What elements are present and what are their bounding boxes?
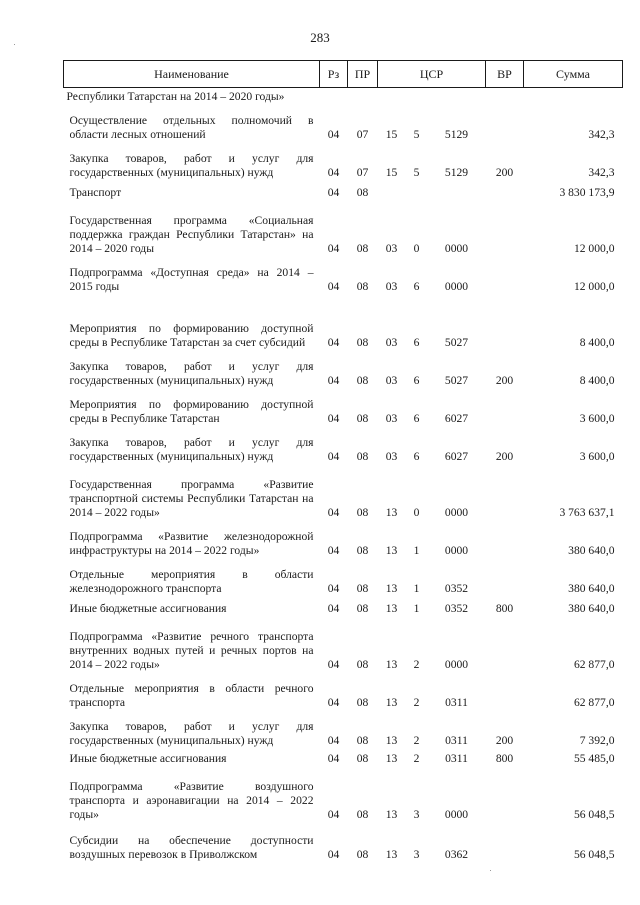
row-rz: 04 bbox=[327, 581, 340, 595]
row-rz: 04 bbox=[327, 335, 340, 349]
row-pr: 08 bbox=[356, 505, 369, 519]
row-c3: 0362 bbox=[444, 847, 469, 861]
row-c2 bbox=[406, 88, 428, 104]
row-sum bbox=[524, 88, 623, 104]
table-row bbox=[64, 388, 623, 426]
row-sum: 342,3 bbox=[588, 127, 615, 141]
table-row bbox=[64, 748, 623, 766]
row-c2: 2 bbox=[413, 751, 420, 765]
table-row bbox=[64, 558, 623, 596]
row-rz: 04 bbox=[327, 373, 340, 387]
row-c2: 2 bbox=[413, 695, 420, 709]
row-vr bbox=[486, 88, 524, 104]
row-sum: 7 392,0 bbox=[579, 733, 615, 747]
row-name: Закупка товаров, работ и услуг для государственных (муниципальных) нужд bbox=[69, 359, 314, 387]
table-row bbox=[64, 616, 623, 672]
row-c1: 03 bbox=[385, 411, 398, 425]
row-sum: 56 048,5 bbox=[573, 807, 615, 821]
row-name: Мероприятия по формированию доступной среды в Республике Татарстан за счет субсидий bbox=[69, 321, 314, 349]
row-c3: 0000 bbox=[444, 657, 469, 671]
row-c3: 0000 bbox=[444, 807, 469, 821]
table-row bbox=[64, 180, 623, 200]
row-vr bbox=[486, 294, 524, 350]
row-c1: 13 bbox=[385, 807, 398, 821]
row-sum: 3 600,0 bbox=[579, 411, 615, 425]
row-vr bbox=[486, 822, 524, 862]
row-rz: 04 bbox=[327, 733, 340, 747]
row-c2: 6 bbox=[413, 373, 420, 387]
row-c3: 0352 bbox=[444, 581, 469, 595]
row-c3: 0000 bbox=[444, 543, 469, 557]
row-pr: 08 bbox=[356, 807, 369, 821]
row-name: Подпрограмма «Развитие железнодорожной инфраструктуры на 2014 – 2022 годы» bbox=[69, 529, 314, 557]
row-name: Государственная программа «Развитие транспортной системы Республики Татарстан на 2014 – 2022 годы» bbox=[69, 477, 314, 519]
row-sum: 3 600,0 bbox=[579, 449, 615, 463]
header-csr: ЦСР bbox=[378, 61, 486, 88]
row-name: Отдельные мероприятия в области железнодорожного транспорта bbox=[69, 567, 314, 595]
row-name: Подпрограмма «Развитие воздушного транспорта и аэронавигации на 2014 – 2022 годы» bbox=[69, 779, 314, 821]
row-rz: 04 bbox=[327, 807, 340, 821]
row-sum: 12 000,0 bbox=[573, 279, 615, 293]
row-c1: 13 bbox=[385, 601, 398, 615]
row-sum: 62 877,0 bbox=[573, 657, 615, 671]
row-c1: 13 bbox=[385, 695, 398, 709]
row-c2: 6 bbox=[413, 335, 420, 349]
row-c3: 5129 bbox=[444, 127, 469, 141]
row-vr: 200 bbox=[495, 449, 514, 463]
row-c2: 0 bbox=[413, 505, 420, 519]
row-name: Иные бюджетные ассигнования bbox=[69, 751, 227, 765]
row-rz: 04 bbox=[327, 695, 340, 709]
table-row bbox=[64, 426, 623, 464]
row-c2: 1 bbox=[413, 543, 420, 557]
row-c2: 6 bbox=[413, 411, 420, 425]
table-row bbox=[64, 766, 623, 822]
row-vr bbox=[486, 616, 524, 672]
header-vr: ВР bbox=[486, 61, 524, 88]
row-name: Иные бюджетные ассигнования bbox=[69, 601, 227, 615]
row-c1: 03 bbox=[385, 279, 398, 293]
row-vr bbox=[486, 558, 524, 596]
row-vr bbox=[486, 520, 524, 558]
row-vr: 800 bbox=[495, 601, 514, 615]
row-name: Осуществление отдельных полномочий в области лесных отношений bbox=[69, 113, 314, 141]
row-c1: 13 bbox=[385, 847, 398, 861]
row-name: Закупка товаров, работ и услуг для государственных (муниципальных) нужд bbox=[69, 719, 314, 747]
row-pr: 08 bbox=[356, 847, 369, 861]
row-sum: 380 640,0 bbox=[568, 543, 615, 557]
header-rz: Рз bbox=[320, 61, 348, 88]
row-rz: 04 bbox=[327, 241, 340, 255]
row-c1: 03 bbox=[385, 373, 398, 387]
row-vr bbox=[486, 256, 524, 294]
row-c3 bbox=[428, 180, 486, 200]
row-c3 bbox=[428, 88, 486, 104]
row-vr bbox=[486, 388, 524, 426]
row-name: Мероприятия по формированию доступной среды в Республике Татарстан bbox=[69, 397, 314, 425]
row-c1: 13 bbox=[385, 657, 398, 671]
row-c3: 5129 bbox=[444, 165, 469, 179]
row-c1 bbox=[378, 88, 406, 104]
row-c2: 3 bbox=[413, 807, 420, 821]
row-pr: 07 bbox=[356, 127, 369, 141]
table-row bbox=[64, 596, 623, 616]
row-c2: 0 bbox=[413, 241, 420, 255]
row-c3: 5027 bbox=[444, 335, 469, 349]
scan-speck bbox=[490, 870, 491, 871]
row-pr: 07 bbox=[356, 165, 369, 179]
row-name: Государственная программа «Социальная поддержка граждан Республики Татарстан» на 2014 – 2020 годы bbox=[69, 213, 314, 255]
row-pr: 08 bbox=[356, 185, 369, 199]
table-row bbox=[64, 256, 623, 294]
header-pr: ПР bbox=[348, 61, 378, 88]
table-row bbox=[64, 520, 623, 558]
row-c1: 13 bbox=[385, 505, 398, 519]
row-rz: 04 bbox=[327, 751, 340, 765]
row-rz: 04 bbox=[327, 411, 340, 425]
row-c2: 6 bbox=[413, 279, 420, 293]
row-c1: 13 bbox=[385, 581, 398, 595]
row-sum: 8 400,0 bbox=[579, 335, 615, 349]
row-pr: 08 bbox=[356, 601, 369, 615]
row-c2: 2 bbox=[413, 657, 420, 671]
row-c3: 6027 bbox=[444, 449, 469, 463]
row-rz: 04 bbox=[327, 847, 340, 861]
row-rz: 04 bbox=[327, 165, 340, 179]
row-c3: 0352 bbox=[444, 601, 469, 615]
row-c2: 1 bbox=[413, 601, 420, 615]
row-pr: 08 bbox=[356, 449, 369, 463]
row-c2: 2 bbox=[413, 733, 420, 747]
row-pr: 08 bbox=[356, 279, 369, 293]
table-row bbox=[64, 464, 623, 520]
row-rz: 04 bbox=[327, 543, 340, 557]
row-rz bbox=[320, 88, 348, 104]
table-row bbox=[64, 710, 623, 748]
row-rz: 04 bbox=[327, 601, 340, 615]
row-c1: 13 bbox=[385, 543, 398, 557]
row-c1: 15 bbox=[385, 165, 398, 179]
row-rz: 04 bbox=[327, 657, 340, 671]
table-header bbox=[64, 61, 623, 88]
row-vr: 200 bbox=[495, 165, 514, 179]
row-pr: 08 bbox=[356, 543, 369, 557]
row-c3: 0000 bbox=[444, 241, 469, 255]
row-sum: 8 400,0 bbox=[579, 373, 615, 387]
row-name: Подпрограмма «Развитие речного транспорта внутренних водных путей и речных портов на 2014 – 2022 годы» bbox=[69, 629, 314, 671]
header-name: Наименование bbox=[64, 61, 320, 88]
row-pr: 08 bbox=[356, 241, 369, 255]
row-c1: 03 bbox=[385, 241, 398, 255]
row-pr: 08 bbox=[356, 751, 369, 765]
row-c3: 0000 bbox=[444, 279, 469, 293]
row-vr: 200 bbox=[495, 373, 514, 387]
row-name: Республики Татарстан на 2014 – 2020 годы» bbox=[66, 89, 285, 103]
row-rz: 04 bbox=[327, 185, 340, 199]
row-c1: 13 bbox=[385, 751, 398, 765]
row-name: Субсидии на обеспечение доступности воздушных перевозок в Приволжском bbox=[69, 833, 314, 861]
table-row bbox=[64, 350, 623, 388]
table-row bbox=[64, 294, 623, 350]
table-row bbox=[64, 200, 623, 256]
row-c3: 0311 bbox=[445, 751, 468, 765]
row-c3: 5027 bbox=[444, 373, 469, 387]
row-rz: 04 bbox=[327, 505, 340, 519]
row-sum: 3 763 637,1 bbox=[559, 505, 615, 519]
row-pr: 08 bbox=[356, 695, 369, 709]
table-row bbox=[64, 88, 623, 104]
row-vr bbox=[486, 672, 524, 710]
row-pr: 08 bbox=[356, 373, 369, 387]
row-rz: 04 bbox=[327, 127, 340, 141]
row-vr: 800 bbox=[495, 751, 514, 765]
row-c2: 5 bbox=[413, 127, 420, 141]
row-name: Закупка товаров, работ и услуг для государственных (муниципальных) нужд bbox=[69, 151, 314, 179]
row-sum: 342,3 bbox=[588, 165, 615, 179]
row-sum: 3 830 173,9 bbox=[559, 185, 615, 199]
row-pr: 08 bbox=[356, 733, 369, 747]
row-c3: 0311 bbox=[445, 695, 468, 709]
row-c3: 0311 bbox=[445, 733, 468, 747]
row-c2 bbox=[406, 180, 428, 200]
row-vr bbox=[486, 766, 524, 822]
row-sum: 380 640,0 bbox=[568, 581, 615, 595]
row-c1: 03 bbox=[385, 335, 398, 349]
row-sum: 12 000,0 bbox=[573, 241, 615, 255]
row-sum: 62 877,0 bbox=[573, 695, 615, 709]
row-pr: 08 bbox=[356, 335, 369, 349]
row-pr bbox=[348, 88, 378, 104]
row-rz: 04 bbox=[327, 279, 340, 293]
row-c1: 03 bbox=[385, 449, 398, 463]
row-vr bbox=[486, 200, 524, 256]
row-c3: 6027 bbox=[444, 411, 469, 425]
row-c2: 3 bbox=[413, 847, 420, 861]
budget-table bbox=[63, 60, 623, 862]
row-vr bbox=[486, 180, 524, 200]
table-row bbox=[64, 822, 623, 862]
row-c3: 0000 bbox=[444, 505, 469, 519]
row-c2: 1 bbox=[413, 581, 420, 595]
row-name: Отдельные мероприятия в области речного транспорта bbox=[69, 681, 314, 709]
row-c2: 6 bbox=[413, 449, 420, 463]
row-pr: 08 bbox=[356, 411, 369, 425]
header-sum: Сумма bbox=[524, 61, 623, 88]
row-name: Транспорт bbox=[69, 185, 122, 199]
page-number: 283 bbox=[310, 30, 330, 45]
row-name: Подпрограмма «Доступная среда» на 2014 – 2015 годы bbox=[69, 265, 314, 293]
row-sum: 380 640,0 bbox=[568, 601, 615, 615]
row-vr: 200 bbox=[495, 733, 514, 747]
table-row bbox=[64, 672, 623, 710]
scan-speck bbox=[14, 44, 15, 45]
row-pr: 08 bbox=[356, 581, 369, 595]
table-row bbox=[64, 142, 623, 180]
row-rz: 04 bbox=[327, 449, 340, 463]
row-vr bbox=[486, 104, 524, 142]
table-body bbox=[64, 88, 623, 862]
row-c1: 13 bbox=[385, 733, 398, 747]
row-sum: 56 048,5 bbox=[573, 847, 615, 861]
row-name: Закупка товаров, работ и услуг для государственных (муниципальных) нужд bbox=[69, 435, 314, 463]
row-c2: 5 bbox=[413, 165, 420, 179]
row-c1: 15 bbox=[385, 127, 398, 141]
row-pr: 08 bbox=[356, 657, 369, 671]
row-c1 bbox=[378, 180, 406, 200]
row-vr bbox=[486, 464, 524, 520]
table-row bbox=[64, 104, 623, 142]
row-sum: 55 485,0 bbox=[573, 751, 615, 765]
